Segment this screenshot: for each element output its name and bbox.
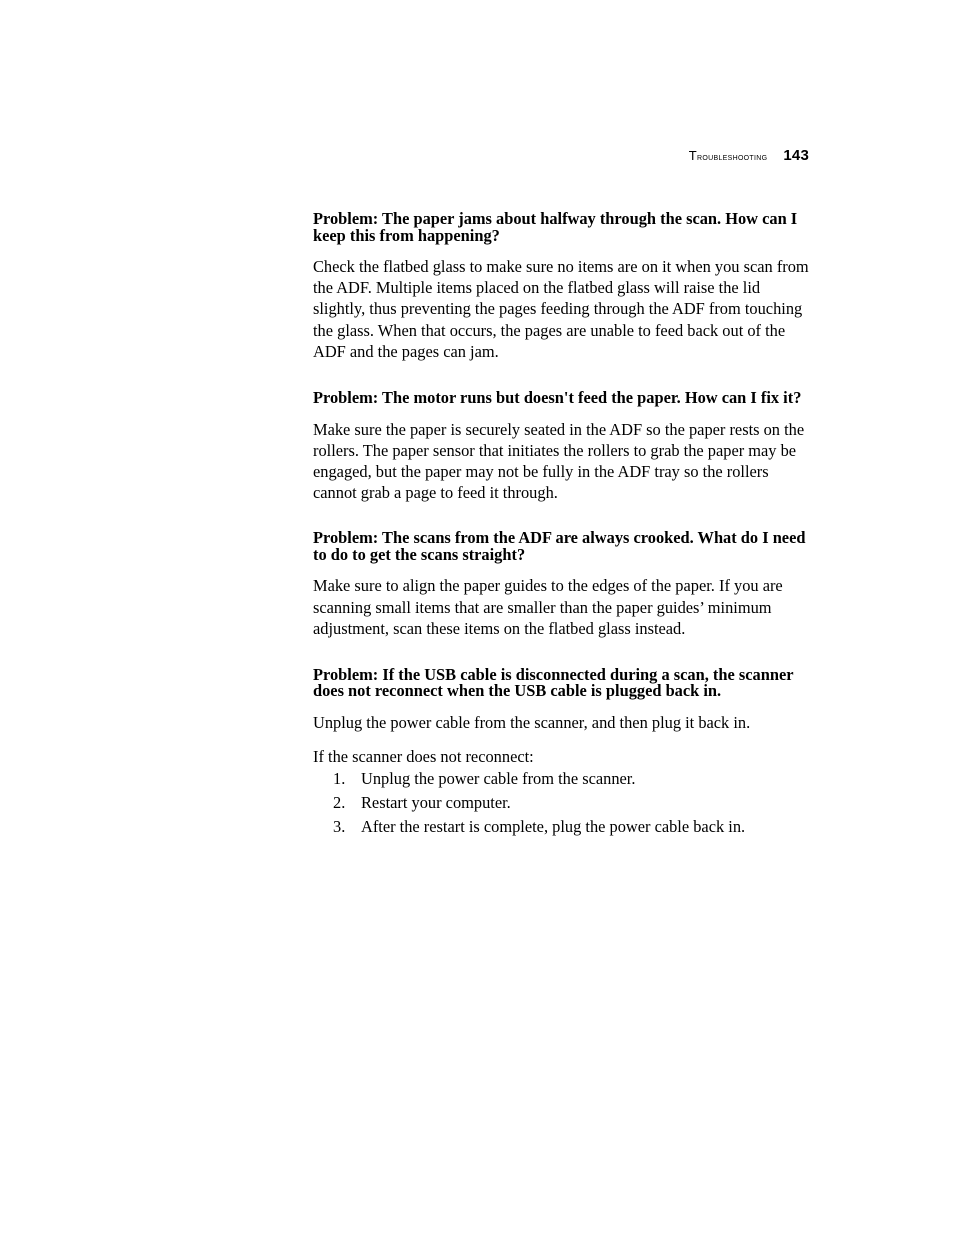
faq-section-usb-disconnect [313,664,813,839]
section-name [689,148,768,163]
faq-section-motor-runs [313,390,813,503]
page-number: 143 [783,147,809,164]
faq-section-crooked-scans [313,530,813,639]
answer-paragraph: Unplug the power cable from the scanner, and then plug it back in. [313,712,751,732]
list-item [313,767,813,791]
problem-heading: Problem: The motor runs but doesn't feed the paper. How can I fix it? [313,388,802,408]
answer-paragraph: Make sure to align the paper guides to the edges of the paper. If you are scanning small items that are smaller than the paper guides’ minimum adjustment, scan these items on the flatbed glass instead. [313,576,783,638]
section-name-rest: roubleshooting [697,151,768,163]
list-item [313,815,813,839]
answer-paragraph: Check the flatbed glass to make sure no items are on it when you scan from the ADF. Multiple items placed on the flatbed glass will raise the lid slightly, thus preventing the pages feeding through the ADF from touching the glass. When that occurs, the pages are unable to feed back out of the ADF and the pages can jam. [313,257,809,361]
step-text: Restart your computer. [361,793,511,813]
answer-paragraph: Make sure the paper is securely seated in the ADF so the paper rests on the rollers. The paper sensor that initiates the rollers to grab the paper may be engaged, but the paper may not be fully in the ADF tray so the rollers cannot grab a page to feed it through. [313,419,805,503]
faq-section-paper-jam [313,211,813,362]
step-text: After the restart is complete, plug the power cable back in. [361,817,746,837]
section-name-initial: T [688,148,698,163]
step-number: 1. [333,769,346,789]
page-content [313,211,813,867]
step-text: Unplug the power cable from the scanner. [361,769,636,789]
followup-paragraph: If the scanner does not reconnect: [313,747,534,767]
problem-heading: Problem: The paper jams about halfway through the scan. How can I keep this from happening? [313,209,798,245]
running-header [689,147,809,164]
steps-list [313,767,813,839]
list-item [313,791,813,815]
step-number: 3. [333,817,346,837]
step-number: 2. [333,793,346,813]
problem-heading: Problem: If the USB cable is disconnected during a scan, the scanner does not reconnect when the USB cable is plugged back in. [313,664,794,701]
problem-heading: Problem: The scans from the ADF are always crooked. What do I need to do to get the scans straight? [313,528,806,564]
